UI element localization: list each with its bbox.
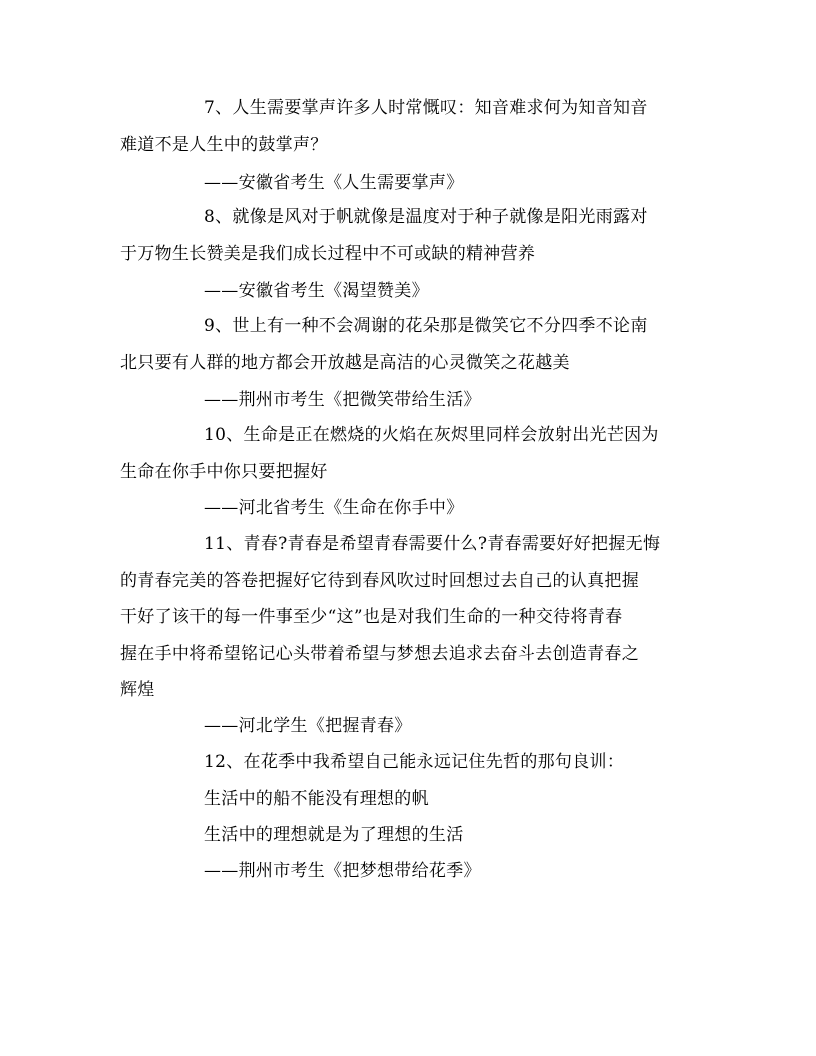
entry-11-line-5: 辉煌: [120, 680, 155, 700]
entry-9-line-2: 北只要有人群的地方都会开放越是高洁的心灵微笑之花越美: [120, 353, 570, 373]
entry-11-line-4: 握在手中将希望铭记心头带着希望与梦想去追求去奋斗去创造青春之: [120, 644, 639, 664]
entry-11-line-1: 11、青春?青春是希望青春需要什么?青春需要好好把握无悔: [204, 534, 661, 554]
entry-7-attribution: ——安徽省考生《人生需要掌声》: [204, 173, 464, 193]
entry-12-attribution: ——荆州市考生《把梦想带给花季》: [204, 861, 481, 881]
entry-12-line-1: 12、在花季中我希望自己能永远记住先哲的那句良训：: [204, 752, 625, 772]
entry-12-line-2: 生活中的船不能没有理想的帆: [204, 789, 429, 809]
entry-12-line-3: 生活中的理想就是为了理想的生活: [204, 825, 464, 845]
entry-10-line-2: 生命在你手中你只要把握好: [120, 462, 328, 482]
entry-9-line-1: 9、世上有一种不会凋谢的花朵那是微笑它不分四季不论南: [204, 316, 648, 336]
entry-10-attribution: ——河北省考生《生命在你手中》: [204, 498, 464, 518]
entry-7-line-2: 难道不是人生中的鼓掌声？: [120, 135, 328, 155]
entry-11-attribution: ——河北学生《把握青春》: [204, 716, 412, 736]
entry-11-line-3: 干好了该干的每一件事至少“这”也是对我们生命的一种交待将青春: [120, 607, 623, 627]
entry-11-line-2: 的青春完美的答卷把握好它待到春风吹过时回想过去自己的认真把握: [120, 571, 639, 591]
entry-8-attribution: ——安徽省考生《渴望赞美》: [204, 281, 429, 301]
entry-7-line-1: 7、人生需要掌声许多人时常慨叹：知音难求何为知音知音: [204, 98, 648, 118]
entry-9-attribution: ——荆州市考生《把微笑带给生活》: [204, 390, 481, 410]
entry-8-line-2: 于万物生长赞美是我们成长过程中不可或缺的精神营养: [120, 244, 536, 264]
entry-10-line-1: 10、生命是正在燃烧的火焰在灰烬里同样会放射出光芒因为: [204, 425, 659, 445]
entry-8-line-1: 8、就像是风对于帆就像是温度对于种子就像是阳光雨露对: [204, 207, 648, 227]
